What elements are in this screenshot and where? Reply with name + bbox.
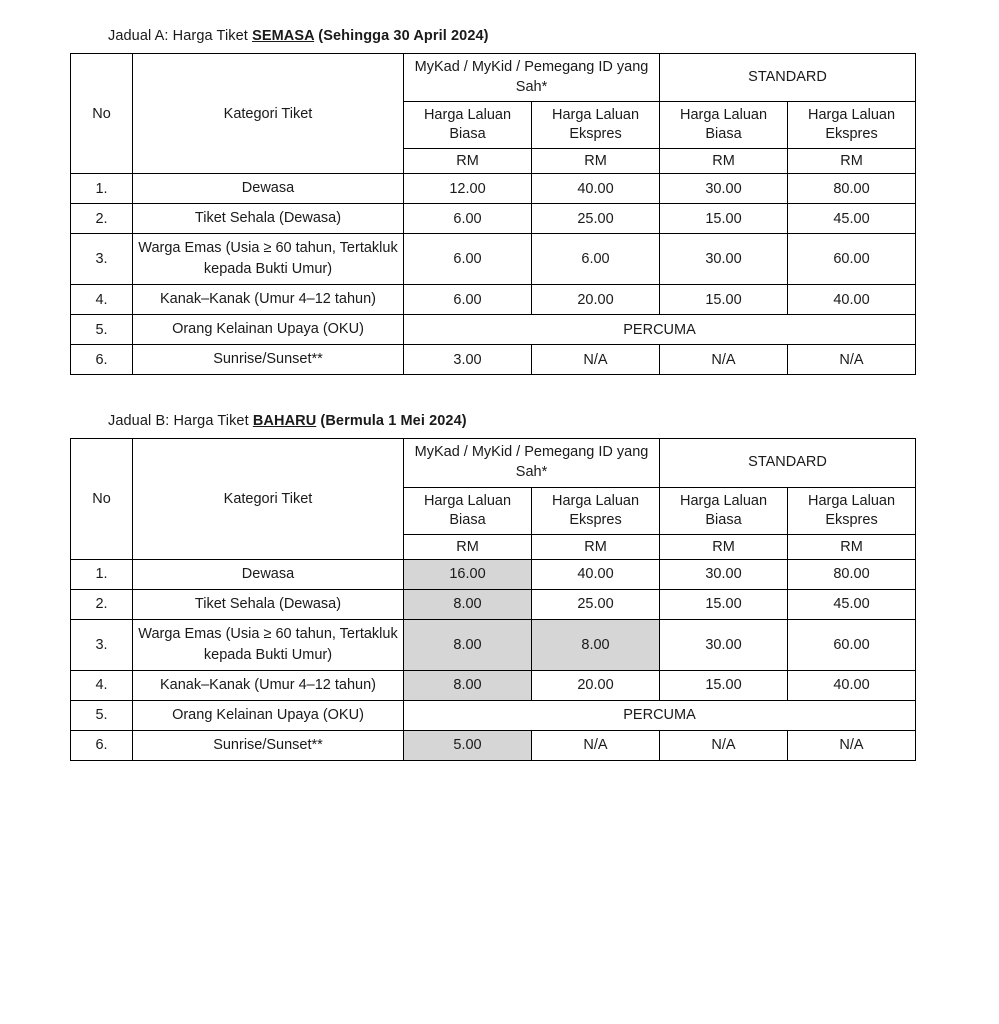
header-currency-2: RM [532,149,660,174]
row-price-mykad-biasa: 6.00 [404,234,532,285]
header-currency-2: RM [532,534,660,559]
header-group-mykad: MyKad / MyKid / Pemegang ID yang Sah* [404,439,660,487]
row-price-mykad-ekspres: N/A [532,730,660,760]
row-no: 1. [71,174,133,204]
row-price-standard-biasa: 15.00 [660,285,788,315]
header-sub-mykad-biasa: Harga Laluan Biasa [404,102,532,149]
row-price-mykad-biasa: 6.00 [404,285,532,315]
row-category: Warga Emas (Usia ≥ 60 tahun, Tertakluk kepada Bukti Umur) [133,619,404,670]
row-price-standard-biasa: 30.00 [660,619,788,670]
table-a-caption-suffix: (Sehingga 30 April 2024) [314,28,489,44]
row-no: 2. [71,204,133,234]
row-price-mykad-ekspres: 25.00 [532,589,660,619]
table-b-caption-prefix: Jadual B: Harga Tiket [108,413,253,430]
row-price-standard-ekspres: 45.00 [788,589,916,619]
row-category: Orang Kelainan Upaya (OKU) [133,315,404,345]
row-category: Kanak–Kanak (Umur 4–12 tahun) [133,285,404,315]
row-category: Kanak–Kanak (Umur 4–12 tahun) [133,670,404,700]
row-price-standard-biasa: 30.00 [660,234,788,285]
row-price-mykad-biasa: 8.00 [404,589,532,619]
price-table-a [70,53,916,375]
row-price-mykad-biasa: 5.00 [404,730,532,760]
row-price-standard-biasa: 30.00 [660,559,788,589]
table-a-caption [108,28,939,44]
table-row [71,234,916,285]
table-row [71,345,916,375]
table-b-header-row-1 [71,439,916,487]
header-currency-4: RM [788,534,916,559]
row-price-standard-biasa: 15.00 [660,204,788,234]
row-no: 4. [71,670,133,700]
row-category: Warga Emas (Usia ≥ 60 tahun, Tertakluk kepada Bukti Umur) [133,234,404,285]
row-no: 2. [71,589,133,619]
row-no: 3. [71,234,133,285]
table-row [71,559,916,589]
header-currency-3: RM [660,534,788,559]
header-currency-1: RM [404,534,532,559]
row-category: Sunrise/Sunset** [133,345,404,375]
table-a-caption-emphasis: SEMASA [252,28,315,44]
header-no: No [71,54,133,174]
row-no: 4. [71,285,133,315]
row-price-free: PERCUMA [404,700,916,730]
row-category: Tiket Sehala (Dewasa) [133,589,404,619]
row-price-mykad-ekspres: 25.00 [532,204,660,234]
table-row [71,285,916,315]
header-currency-4: RM [788,149,916,174]
row-price-mykad-biasa: 8.00 [404,670,532,700]
table-b-caption-suffix: (Bermula 1 Mei 2024) [316,413,467,430]
row-price-standard-biasa: N/A [660,345,788,375]
row-no: 5. [71,700,133,730]
row-category: Sunrise/Sunset** [133,730,404,760]
row-price-standard-ekspres: 60.00 [788,619,916,670]
header-sub-standard-biasa: Harga Laluan Biasa [660,102,788,149]
table-row [71,700,916,730]
table-row [71,204,916,234]
table-a-header-row-1 [71,54,916,102]
table-row [71,174,916,204]
row-price-free: PERCUMA [404,315,916,345]
header-category: Kategori Tiket [133,439,404,559]
table-row [71,730,916,760]
row-category: Dewasa [133,174,404,204]
row-no: 6. [71,730,133,760]
table-b-caption [108,413,939,429]
row-price-mykad-biasa: 8.00 [404,619,532,670]
header-category: Kategori Tiket [133,54,404,174]
row-price-standard-ekspres: 40.00 [788,285,916,315]
header-currency-1: RM [404,149,532,174]
row-category: Orang Kelainan Upaya (OKU) [133,700,404,730]
row-price-standard-ekspres: 80.00 [788,174,916,204]
header-sub-standard-biasa: Harga Laluan Biasa [660,487,788,534]
row-price-standard-ekspres: N/A [788,345,916,375]
row-price-mykad-ekspres: 40.00 [532,174,660,204]
price-table-b [70,438,916,760]
table-row [71,589,916,619]
row-category: Dewasa [133,559,404,589]
header-sub-mykad-biasa: Harga Laluan Biasa [404,487,532,534]
row-price-mykad-ekspres: 6.00 [532,234,660,285]
header-sub-standard-ekspres: Harga Laluan Ekspres [788,102,916,149]
row-price-mykad-ekspres: 20.00 [532,670,660,700]
row-price-standard-biasa: 15.00 [660,589,788,619]
row-price-mykad-ekspres: N/A [532,345,660,375]
header-group-standard: STANDARD [660,439,916,487]
row-no: 6. [71,345,133,375]
row-price-standard-ekspres: 60.00 [788,234,916,285]
table-row [71,619,916,670]
row-price-mykad-biasa: 16.00 [404,559,532,589]
row-price-mykad-biasa: 3.00 [404,345,532,375]
row-price-standard-ekspres: 80.00 [788,559,916,589]
table-a-caption-prefix: Jadual A: Harga Tiket [108,28,253,44]
row-price-standard-biasa: 15.00 [660,670,788,700]
row-price-mykad-ekspres: 20.00 [532,285,660,315]
header-sub-mykad-ekspres: Harga Laluan Ekspres [532,102,660,149]
table-row [71,670,916,700]
row-price-standard-biasa: N/A [660,730,788,760]
row-price-mykad-ekspres: 40.00 [532,559,660,589]
header-no: No [71,439,133,559]
row-price-mykad-biasa: 12.00 [404,174,532,204]
row-price-standard-ekspres: 45.00 [788,204,916,234]
section-spacer [70,375,939,403]
row-price-mykad-biasa: 6.00 [404,204,532,234]
header-group-standard: STANDARD [660,54,916,102]
header-currency-3: RM [660,149,788,174]
row-category: Tiket Sehala (Dewasa) [133,204,404,234]
row-price-mykad-ekspres: 8.00 [532,619,660,670]
header-group-mykad: MyKad / MyKid / Pemegang ID yang Sah* [404,54,660,102]
row-price-standard-ekspres: N/A [788,730,916,760]
row-price-standard-biasa: 30.00 [660,174,788,204]
row-no: 3. [71,619,133,670]
table-row [71,315,916,345]
header-sub-standard-ekspres: Harga Laluan Ekspres [788,487,916,534]
table-b-caption-emphasis: BAHARU [252,413,317,430]
row-no: 1. [71,559,133,589]
row-price-standard-ekspres: 40.00 [788,670,916,700]
header-sub-mykad-ekspres: Harga Laluan Ekspres [532,487,660,534]
row-no: 5. [71,315,133,345]
